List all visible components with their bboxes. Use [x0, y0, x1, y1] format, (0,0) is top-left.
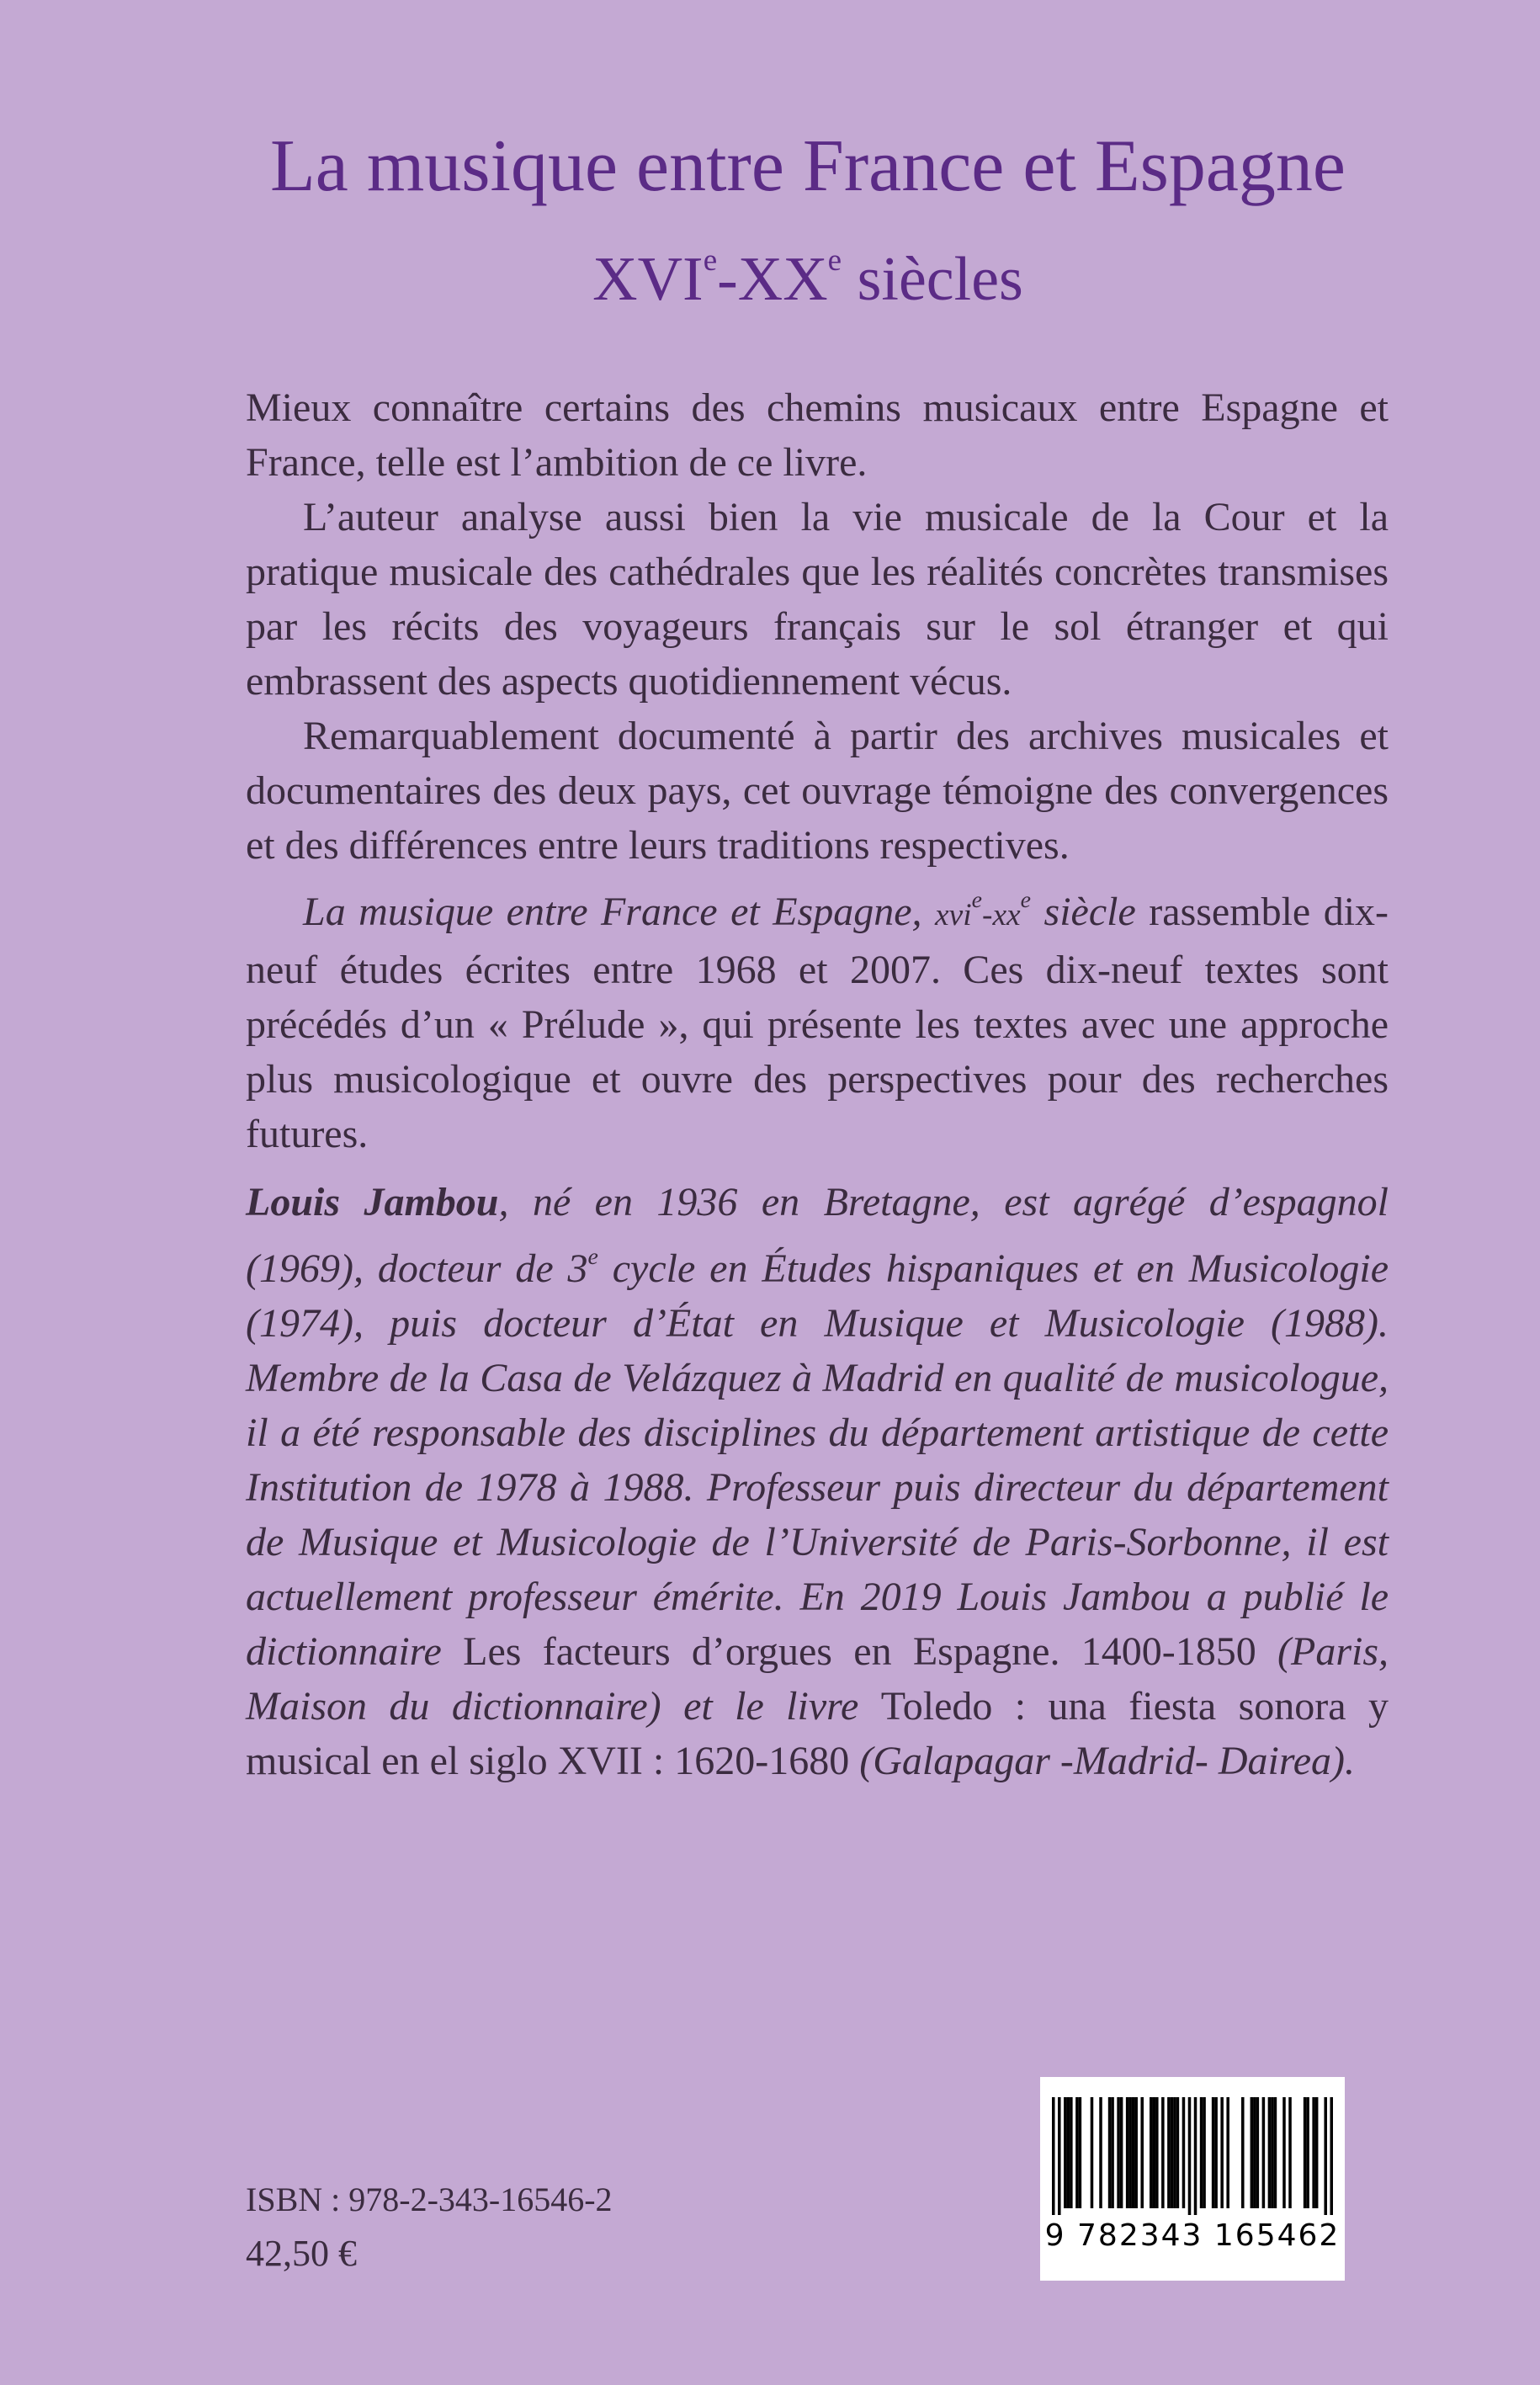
barcode-bar — [1134, 2097, 1138, 2208]
barcode-bar — [1200, 2097, 1203, 2208]
bio-text: (Galapagar -Madrid- Dairea). — [849, 1738, 1356, 1783]
book-title-reference-end: siècle — [1031, 889, 1136, 934]
century-numeral: -xx — [981, 897, 1021, 932]
author-name: Louis Jambou — [246, 1180, 499, 1224]
blurb-paragraph-3: Remarquablement documenté à partir des archives musicales et documentaires des deux pays, cet ouvrage témoigne des convergences et des différences entre leurs traditions respectives. — [246, 714, 1389, 868]
barcode-bar — [1161, 2097, 1165, 2208]
barcode-bar — [1173, 2097, 1176, 2208]
subtitle-part: -XX — [717, 245, 828, 315]
barcode-bar — [1150, 2097, 1153, 2208]
barcode-bar — [1288, 2097, 1292, 2208]
barcode-bar — [1188, 2097, 1192, 2215]
subtitle-part: siècles — [842, 245, 1023, 315]
century-numeral: xvi — [935, 897, 972, 932]
barcode-bar — [1079, 2097, 1082, 2208]
barcode-bar — [1262, 2097, 1266, 2208]
barcode-bar — [1194, 2097, 1197, 2215]
barcode-bar — [1220, 2097, 1224, 2208]
century-superscript: e — [1020, 887, 1032, 913]
author-bio — [246, 1175, 1389, 1788]
barcode-bar — [1075, 2097, 1079, 2208]
price: 42,50 € — [246, 2233, 357, 2274]
barcode-bar — [1214, 2097, 1218, 2208]
barcode-bar — [1153, 2097, 1156, 2208]
barcode-bar — [1126, 2097, 1129, 2208]
blurb-paragraph-4 — [246, 873, 1389, 1161]
blurb-paragraph-2: L’auteur analyse aussi bien la vie musicale de la Cour et la pratique musicale des cathédrales que les réalités concrètes transmises par les récits des voyageurs français sur le sol étranger et qui embrassent des aspects quotidiennement vécus. — [246, 495, 1389, 704]
barcode-bar — [1155, 2097, 1159, 2208]
barcode-bar — [1304, 2097, 1307, 2208]
barcode-bar — [1306, 2097, 1309, 2208]
bio-text: , né en 1936 en Bretagne, est agrégé d’espagnol (1969), docteur de 3 — [246, 1180, 1389, 1291]
book-title-reference: La musique entre France et Espagne, — [303, 889, 935, 934]
barcode-bar — [1212, 2097, 1215, 2208]
barcode-bar — [1271, 2097, 1274, 2208]
barcode-bar — [1058, 2097, 1061, 2215]
barcode-bar — [1070, 2097, 1073, 2208]
barcode-bar — [1167, 2097, 1171, 2208]
barcode-bar — [1324, 2097, 1327, 2215]
subtitle-superscript: e — [703, 243, 718, 278]
barcode-bar — [1067, 2097, 1070, 2208]
barcode-bar — [1282, 2097, 1286, 2208]
bio-text: (Paris, Maison du dictionnaire) et le livre — [246, 1628, 1389, 1729]
barcode-bar — [1203, 2097, 1206, 2208]
barcode-bar — [1253, 2097, 1256, 2208]
century-superscript: e — [971, 887, 982, 913]
barcode-bar — [1099, 2097, 1102, 2208]
barcode-bar — [1182, 2097, 1186, 2208]
blurb — [246, 380, 1389, 1161]
book-subtitle — [151, 244, 1464, 315]
barcode-bar — [1226, 2097, 1229, 2208]
barcode-bar — [1117, 2097, 1120, 2208]
barcode-bar — [1052, 2097, 1055, 2215]
barcode — [1040, 2077, 1345, 2281]
subtitle-superscript: e — [827, 243, 842, 278]
barcode-bar — [1108, 2097, 1112, 2208]
bio-book-title: Les facteurs d’orgues en Espagne. 1400-1850 — [463, 1628, 1256, 1674]
barcode-bar — [1171, 2097, 1174, 2208]
isbn: ISBN : 978-2-343-16546-2 — [246, 2180, 613, 2218]
barcode-bar — [1132, 2097, 1135, 2208]
subtitle-part: XVI — [592, 245, 704, 315]
barcode-bar — [1120, 2097, 1123, 2208]
bio-text: cycle en Études hispaniques et en Musicologie (1974), puis docteur d’État en Musique et Musicologie (1988). Membre de la Casa de Velázquez à Madrid en qualité de musicologue, il a été responsable des disciplines du département artistique de cette Institution de 1978 à 1988. Professeur puis directeur du département de Musique et Musicologie de l’Université de Paris-Sorbonne, il est actuellement professeur émérite. En 2019 Louis Jambou a publié le dictionnaire — [246, 1246, 1389, 1674]
blurb-paragraph-1: Mieux connaître certains des chemins musicaux entre Espagne et France, telle est l’ambition de ce livre. — [246, 385, 1389, 485]
barcode-bar — [1091, 2097, 1094, 2208]
blurb-paragraph-4-text: rassemble dix-neuf études écrites entre 1968 et 2007. Ces dix-neuf textes sont précédés d’un « Prélude », qui présente les textes avec une approche plus musicologique et ouvre des perspectives pour des recherches futures. — [246, 889, 1389, 1156]
barcode-bar — [1128, 2097, 1132, 2208]
author-bio-paragraph — [246, 1175, 1389, 1788]
barcode-bar — [1315, 2097, 1319, 2208]
barcode-digits: 9 782343 165462 — [1044, 2218, 1341, 2253]
barcode-bar — [1140, 2097, 1144, 2208]
barcode-bar — [1268, 2097, 1272, 2208]
barcode-bar — [1256, 2097, 1260, 2208]
bio-book-title: Toledo : una fiesta sonora y musical en el siglo XVII : 1620-1680 — [246, 1683, 1389, 1783]
barcode-bar — [1274, 2097, 1277, 2208]
book-title: La musique entre France et Espagne — [270, 125, 1346, 207]
barcode-bar — [1312, 2097, 1315, 2208]
barcode-bar — [1241, 2097, 1245, 2208]
barcode-bar — [1330, 2097, 1333, 2215]
barcode-bar — [1176, 2097, 1180, 2208]
barcode-bar — [1064, 2097, 1067, 2208]
barcode-bar — [1111, 2097, 1114, 2208]
bio-superscript: e — [587, 1244, 598, 1270]
barcode-bars — [1052, 2097, 1333, 2215]
barcode-bar — [1251, 2097, 1254, 2208]
